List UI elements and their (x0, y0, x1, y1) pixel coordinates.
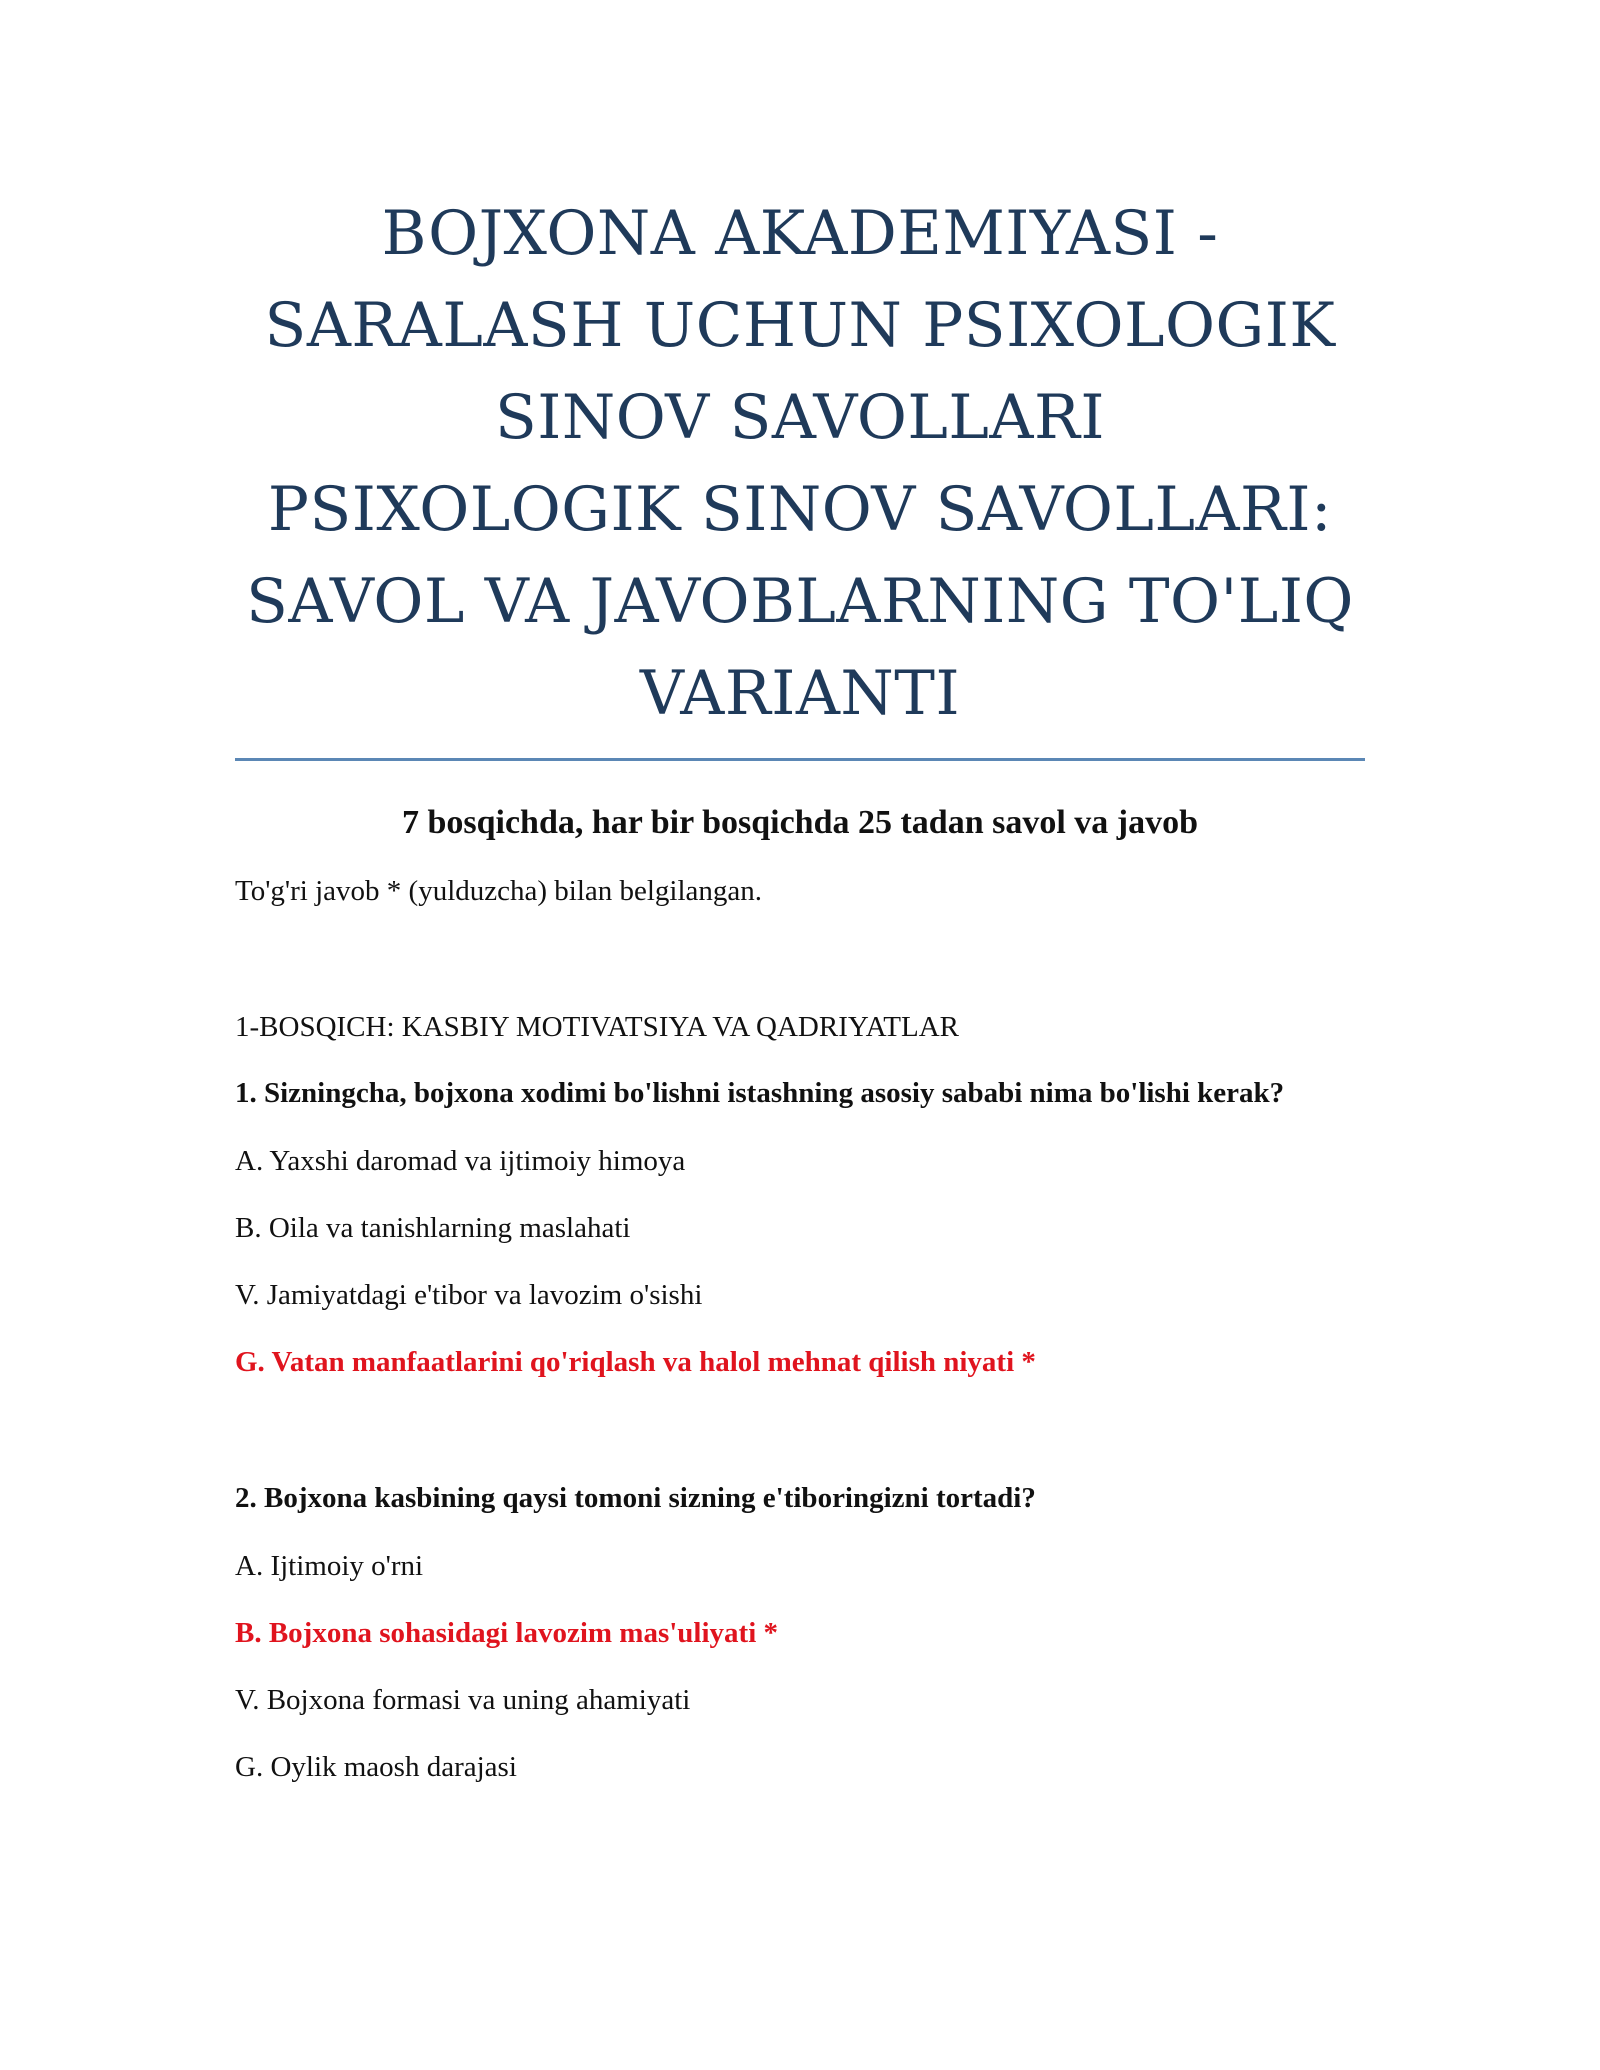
question-text: 1. Sizningcha, bojxona xodimi bo'lishni istashning asosiy sababi nima bo'lishi kerak? (235, 1077, 1285, 1109)
answer-option-g: G. Oylik maosh darajasi (235, 1751, 517, 1783)
title-line: SINOV SAVOLLARI (494, 382, 1106, 453)
document-subtitle: 7 bosqichda, har bir bosqichda 25 tadan savol va javob (401, 804, 1199, 841)
title-line: PSIXOLOGIK SINOV SAVOLLARI: (267, 474, 1333, 545)
answer-option-v: V. Bojxona formasi va uning ahamiyati (235, 1684, 691, 1716)
document-title (235, 188, 1365, 740)
answer-option-g-correct: G. Vatan manfaatlarini qo'riqlash va halol mehnat qilish niyati * (235, 1346, 1036, 1378)
title-line: SAVOL VA JAVOBLARNING TO'LIQ (246, 566, 1354, 637)
section-title: 1-BOSQICH: KASBIY MOTIVATSIYA VA QADRIYATLAR (235, 1011, 960, 1043)
title-line: VARIANTI (639, 658, 961, 729)
document-content (235, 188, 1365, 1787)
question-text: 2. Bojxona kasbining qaysi tomoni sizning e'tiboringizni tortadi? (235, 1482, 1036, 1514)
question-block-1 (235, 1073, 1365, 1382)
answer-option-b-correct: B. Bojxona sohasidagi lavozim mas'uliyati * (235, 1617, 779, 1649)
answer-key-note: To'g'ri javob * (yulduzcha) bilan belgilangan. (235, 875, 763, 907)
title-line: SARALASH UCHUN PSIXOLOGIK (264, 290, 1336, 361)
answer-option-a: A. Yaxshi daromad va ijtimoiy himoya (235, 1145, 686, 1177)
answer-option-b: B. Oila va tanishlarning maslahati (235, 1212, 631, 1244)
question-block-2 (235, 1478, 1365, 1787)
answer-option-a: A. Ijtimoiy o'rni (235, 1550, 424, 1582)
title-line: BOJXONA AKADEMIYASI - (381, 198, 1219, 269)
title-divider (235, 758, 1365, 761)
answer-option-v: V. Jamiyatdagi e'tibor va lavozim o'sishi (235, 1279, 703, 1311)
